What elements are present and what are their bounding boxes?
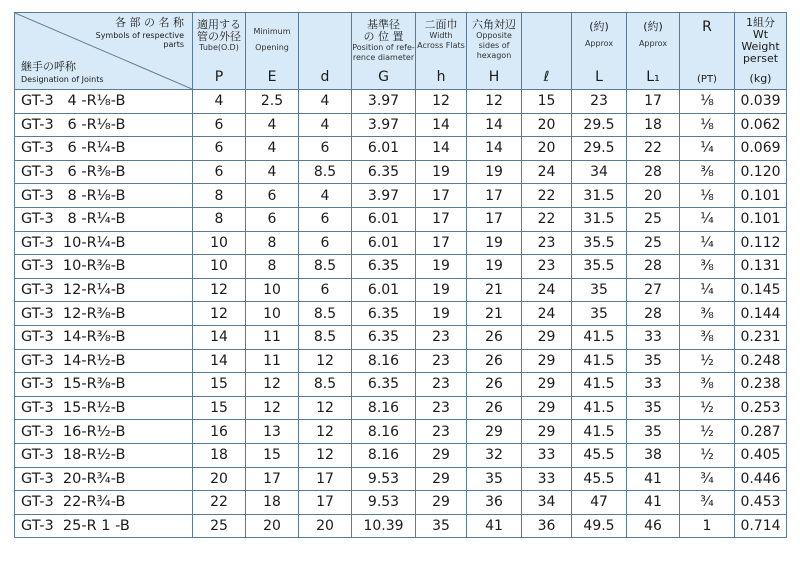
cell-g: 9.53 [352, 467, 416, 491]
cell-name: GT-3 15-R½-B [15, 396, 193, 420]
cell-l1: 18 [627, 113, 680, 137]
cell-h: 29 [467, 420, 522, 444]
cell-l1: 33 [627, 373, 680, 397]
cell-p: 10 [193, 231, 246, 255]
table-row [15, 278, 787, 302]
cell-d: 6 [299, 231, 352, 255]
cell-l: 41.5 [572, 349, 627, 373]
cell-p: 14 [193, 349, 246, 373]
header-col-R: R (PT) [680, 13, 735, 90]
cell-name: GT-3 10-R¼-B [15, 231, 193, 255]
cell-r: ½ [680, 443, 735, 467]
cell-p: 8 [193, 207, 246, 231]
cell-d: 17 [299, 491, 352, 515]
cell-l1: 46 [627, 514, 680, 538]
cell-e: 8 [246, 231, 299, 255]
cell-l: 29.5 [572, 113, 627, 137]
cell-p: 25 [193, 514, 246, 538]
cell-r: ⅜ [680, 302, 735, 326]
cell-h: 12 [467, 90, 522, 114]
table-row [15, 373, 787, 397]
cell-d: 8.5 [299, 255, 352, 279]
cell-r: ⅛ [680, 184, 735, 208]
cell-l1: 38 [627, 443, 680, 467]
cell-h: 26 [467, 396, 522, 420]
cell-l: 29 [522, 325, 572, 349]
cell-wt: 0.453 [735, 491, 787, 515]
cell-l: 22 [522, 207, 572, 231]
header-row [15, 13, 787, 90]
cell-p: 16 [193, 420, 246, 444]
cell-h: 19 [416, 255, 467, 279]
cell-h: 17 [467, 184, 522, 208]
cell-wt: 0.144 [735, 302, 787, 326]
cell-h: 23 [416, 373, 467, 397]
cell-d: 4 [299, 113, 352, 137]
cell-e: 11 [246, 325, 299, 349]
cell-l: 24 [522, 302, 572, 326]
spec-table [14, 12, 787, 538]
cell-h: 14 [467, 137, 522, 161]
cell-name: GT-3 6 -R¼-B [15, 137, 193, 161]
cell-l: 33 [522, 443, 572, 467]
cell-name: GT-3 6 -R⅜-B [15, 160, 193, 184]
cell-l: 35 [572, 302, 627, 326]
cell-name: GT-3 25-R 1 -B [15, 514, 193, 538]
cell-h: 23 [416, 396, 467, 420]
parts-label-jp: 各 部 の 名 称 [115, 16, 184, 29]
cell-l1: 41 [627, 491, 680, 515]
table-row [15, 420, 787, 444]
cell-wt: 0.039 [735, 90, 787, 114]
cell-d: 8.5 [299, 160, 352, 184]
cell-l: 22 [522, 184, 572, 208]
cell-l1: 25 [627, 231, 680, 255]
cell-h: 19 [467, 160, 522, 184]
cell-g: 8.16 [352, 396, 416, 420]
joint-label-en: Designation of Joints [21, 75, 104, 84]
cell-h: 19 [416, 160, 467, 184]
cell-l1: 28 [627, 160, 680, 184]
cell-e: 8 [246, 255, 299, 279]
cell-g: 6.35 [352, 325, 416, 349]
cell-h: 29 [416, 443, 467, 467]
cell-name: GT-3 20-R¾-B [15, 467, 193, 491]
symbol-H: H [488, 69, 500, 85]
cell-d: 8.5 [299, 325, 352, 349]
cell-wt: 0.405 [735, 443, 787, 467]
cell-g: 9.53 [352, 491, 416, 515]
cell-r: ½ [680, 396, 735, 420]
cell-l1: 20 [627, 184, 680, 208]
cell-l1: 33 [627, 325, 680, 349]
cell-l: 35.5 [572, 231, 627, 255]
table-body [15, 90, 787, 538]
cell-d: 12 [299, 349, 352, 373]
cell-r: ¼ [680, 231, 735, 255]
cell-name: GT-3 12-R¼-B [15, 278, 193, 302]
cell-r: ⅛ [680, 90, 735, 114]
cell-d: 12 [299, 396, 352, 420]
table-row [15, 160, 787, 184]
cell-l: 15 [522, 90, 572, 114]
symbol-L1: L₁ [646, 69, 660, 85]
cell-r: ⅜ [680, 255, 735, 279]
joint-label-jp: 継手の呼称 [21, 60, 76, 73]
table-row [15, 207, 787, 231]
cell-e: 15 [246, 443, 299, 467]
cell-name: GT-3 15-R⅜-B [15, 373, 193, 397]
cell-h: 23 [416, 420, 467, 444]
cell-e: 2.5 [246, 90, 299, 114]
cell-h: 19 [416, 302, 467, 326]
cell-l: 29 [522, 373, 572, 397]
header-col-H: 六角対辺 Opposite sides of hexagon H [467, 13, 522, 90]
header-col-L1: (約) Approx L₁ [627, 13, 680, 90]
cell-e: 6 [246, 184, 299, 208]
cell-l: 24 [522, 160, 572, 184]
table-row [15, 184, 787, 208]
cell-wt: 0.287 [735, 420, 787, 444]
cell-g: 6.01 [352, 137, 416, 161]
symbol-E: E [267, 69, 277, 85]
cell-h: 26 [467, 349, 522, 373]
cell-l: 33 [522, 467, 572, 491]
cell-p: 15 [193, 396, 246, 420]
cell-name: GT-3 14-R½-B [15, 349, 193, 373]
cell-h: 14 [416, 137, 467, 161]
cell-l: 41.5 [572, 325, 627, 349]
table-row [15, 396, 787, 420]
table-row [15, 113, 787, 137]
cell-p: 6 [193, 113, 246, 137]
cell-h: 23 [416, 349, 467, 373]
cell-e: 20 [246, 514, 299, 538]
cell-h: 19 [467, 231, 522, 255]
table-row [15, 443, 787, 467]
cell-l: 35 [572, 278, 627, 302]
cell-g: 8.16 [352, 349, 416, 373]
cell-l: 36 [522, 514, 572, 538]
cell-p: 4 [193, 90, 246, 114]
cell-l: 47 [572, 491, 627, 515]
cell-l: 49.5 [572, 514, 627, 538]
table-row [15, 90, 787, 114]
cell-l: 31.5 [572, 184, 627, 208]
cell-r: ¾ [680, 467, 735, 491]
cell-h: 14 [416, 113, 467, 137]
symbol-L: L [595, 69, 603, 85]
header-col-l [522, 13, 572, 90]
cell-h: 21 [467, 302, 522, 326]
cell-l: 23 [572, 90, 627, 114]
cell-e: 4 [246, 113, 299, 137]
cell-d: 6 [299, 278, 352, 302]
cell-wt: 0.131 [735, 255, 787, 279]
table-row [15, 467, 787, 491]
cell-h: 14 [467, 113, 522, 137]
cell-e: 12 [246, 373, 299, 397]
cell-p: 18 [193, 443, 246, 467]
cell-e: 12 [246, 396, 299, 420]
cell-h: 17 [416, 231, 467, 255]
cell-d: 4 [299, 184, 352, 208]
cell-name: GT-3 6 -R⅛-B [15, 113, 193, 137]
cell-l: 34 [522, 491, 572, 515]
cell-d: 6 [299, 207, 352, 231]
table-row [15, 302, 787, 326]
cell-wt: 0.446 [735, 467, 787, 491]
cell-e: 18 [246, 491, 299, 515]
cell-l1: 25 [627, 207, 680, 231]
cell-g: 8.16 [352, 420, 416, 444]
cell-wt: 0.145 [735, 278, 787, 302]
cell-l1: 35 [627, 420, 680, 444]
cell-h: 12 [416, 90, 467, 114]
cell-p: 6 [193, 137, 246, 161]
cell-h: 35 [416, 514, 467, 538]
symbol-PT: (PT) [697, 74, 717, 85]
cell-l1: 35 [627, 396, 680, 420]
cell-h: 36 [467, 491, 522, 515]
cell-d: 4 [299, 90, 352, 114]
cell-l1: 27 [627, 278, 680, 302]
cell-g: 6.35 [352, 302, 416, 326]
cell-l: 29 [522, 349, 572, 373]
cell-g: 10.39 [352, 514, 416, 538]
cell-p: 12 [193, 302, 246, 326]
cell-wt: 0.101 [735, 184, 787, 208]
cell-g: 3.97 [352, 184, 416, 208]
cell-wt: 0.238 [735, 373, 787, 397]
cell-g: 8.16 [352, 443, 416, 467]
cell-e: 6 [246, 207, 299, 231]
cell-l: 35.5 [572, 255, 627, 279]
cell-g: 6.01 [352, 278, 416, 302]
cell-d: 8.5 [299, 302, 352, 326]
cell-name: GT-3 10-R⅜-B [15, 255, 193, 279]
cell-p: 12 [193, 278, 246, 302]
cell-name: GT-3 8 -R¼-B [15, 207, 193, 231]
cell-g: 6.01 [352, 231, 416, 255]
symbol-h: h [436, 69, 446, 85]
header-designation-cell [15, 13, 193, 90]
cell-h: 35 [467, 467, 522, 491]
cell-r: ½ [680, 420, 735, 444]
cell-l: 29 [522, 420, 572, 444]
cell-h: 21 [467, 278, 522, 302]
cell-g: 3.97 [352, 90, 416, 114]
cell-l: 34 [572, 160, 627, 184]
cell-h: 19 [467, 255, 522, 279]
cell-name: GT-3 4 -R⅛-B [15, 90, 193, 114]
cell-l: 45.5 [572, 443, 627, 467]
cell-l: 29.5 [572, 137, 627, 161]
cell-wt: 0.714 [735, 514, 787, 538]
table-row [15, 514, 787, 538]
cell-e: 13 [246, 420, 299, 444]
table-row [15, 231, 787, 255]
cell-e: 4 [246, 137, 299, 161]
cell-d: 6 [299, 137, 352, 161]
cell-p: 10 [193, 255, 246, 279]
cell-l: 23 [522, 255, 572, 279]
symbol-d: d [320, 69, 330, 85]
header-col-G: 基準径 の 位 置 Position of refe- rence diameter G [352, 13, 416, 90]
cell-wt: 0.112 [735, 231, 787, 255]
symbol-P: P [214, 69, 224, 85]
cell-e: 11 [246, 349, 299, 373]
cell-h: 32 [467, 443, 522, 467]
cell-wt: 0.069 [735, 137, 787, 161]
cell-r: ⅜ [680, 325, 735, 349]
cell-l: 31.5 [572, 207, 627, 231]
symbol-kg: (kg) [749, 72, 772, 85]
cell-h: 17 [416, 207, 467, 231]
cell-h: 26 [467, 325, 522, 349]
header-col-E: Minimum Opening E [246, 13, 299, 90]
cell-h: 41 [467, 514, 522, 538]
header-col-d [299, 13, 352, 90]
cell-l1: 35 [627, 349, 680, 373]
cell-l: 29 [522, 396, 572, 420]
cell-l1: 28 [627, 255, 680, 279]
cell-e: 10 [246, 278, 299, 302]
cell-e: 4 [246, 160, 299, 184]
cell-g: 6.01 [352, 207, 416, 231]
cell-wt: 0.101 [735, 207, 787, 231]
parts-label-en-1: Symbols of respective [95, 31, 184, 40]
cell-p: 8 [193, 184, 246, 208]
cell-d: 12 [299, 420, 352, 444]
cell-wt: 0.248 [735, 349, 787, 373]
cell-l: 20 [522, 137, 572, 161]
cell-p: 15 [193, 373, 246, 397]
parts-label-en-2: parts [163, 40, 184, 49]
cell-l1: 22 [627, 137, 680, 161]
cell-l1: 28 [627, 302, 680, 326]
cell-h: 19 [416, 278, 467, 302]
cell-p: 14 [193, 325, 246, 349]
cell-r: ⅜ [680, 373, 735, 397]
cell-l: 41.5 [572, 373, 627, 397]
cell-l: 20 [522, 113, 572, 137]
cell-l: 23 [522, 231, 572, 255]
header-col-L: (約) Approx L [572, 13, 627, 90]
cell-r: ¼ [680, 207, 735, 231]
cell-l: 41.5 [572, 396, 627, 420]
cell-h: 26 [467, 373, 522, 397]
cell-name: GT-3 16-R½-B [15, 420, 193, 444]
cell-p: 22 [193, 491, 246, 515]
header-col-h: 二面巾 Width Across Flats h [416, 13, 467, 90]
cell-l: 24 [522, 278, 572, 302]
table-row [15, 349, 787, 373]
table-row [15, 491, 787, 515]
cell-name: GT-3 22-R¾-B [15, 491, 193, 515]
cell-h: 23 [416, 325, 467, 349]
cell-g: 6.35 [352, 373, 416, 397]
cell-g: 6.35 [352, 255, 416, 279]
cell-r: ½ [680, 349, 735, 373]
cell-p: 20 [193, 467, 246, 491]
cell-p: 6 [193, 160, 246, 184]
symbol-l: ℓ [543, 69, 550, 85]
cell-wt: 0.231 [735, 325, 787, 349]
table-row [15, 325, 787, 349]
table-row [15, 255, 787, 279]
header-col-P: 適用する 管の外径 Tube(O.D) P [193, 13, 246, 90]
cell-d: 17 [299, 467, 352, 491]
cell-r: ¼ [680, 278, 735, 302]
cell-wt: 0.062 [735, 113, 787, 137]
cell-name: GT-3 8 -R⅛-B [15, 184, 193, 208]
cell-d: 8.5 [299, 373, 352, 397]
cell-h: 29 [416, 491, 467, 515]
cell-l: 45.5 [572, 467, 627, 491]
spec-table-container [14, 12, 786, 538]
cell-name: GT-3 12-R⅜-B [15, 302, 193, 326]
cell-r: ⅜ [680, 160, 735, 184]
cell-l1: 17 [627, 90, 680, 114]
symbol-G: G [378, 69, 389, 85]
cell-l1: 41 [627, 467, 680, 491]
cell-r: ¼ [680, 137, 735, 161]
cell-g: 6.35 [352, 160, 416, 184]
header-col-weight: 1組分 Wt Weight perset (kg) [735, 13, 787, 90]
cell-g: 3.97 [352, 113, 416, 137]
cell-name: GT-3 18-R½-B [15, 443, 193, 467]
table-row [15, 137, 787, 161]
cell-h: 29 [416, 467, 467, 491]
cell-r: ⅛ [680, 113, 735, 137]
cell-d: 12 [299, 443, 352, 467]
cell-r: ¾ [680, 491, 735, 515]
cell-h: 17 [416, 184, 467, 208]
cell-e: 17 [246, 467, 299, 491]
cell-name: GT-3 14-R⅜-B [15, 325, 193, 349]
cell-h: 17 [467, 207, 522, 231]
cell-d: 20 [299, 514, 352, 538]
cell-e: 10 [246, 302, 299, 326]
cell-r: 1 [680, 514, 735, 538]
cell-wt: 0.120 [735, 160, 787, 184]
cell-wt: 0.253 [735, 396, 787, 420]
cell-l: 41.5 [572, 420, 627, 444]
